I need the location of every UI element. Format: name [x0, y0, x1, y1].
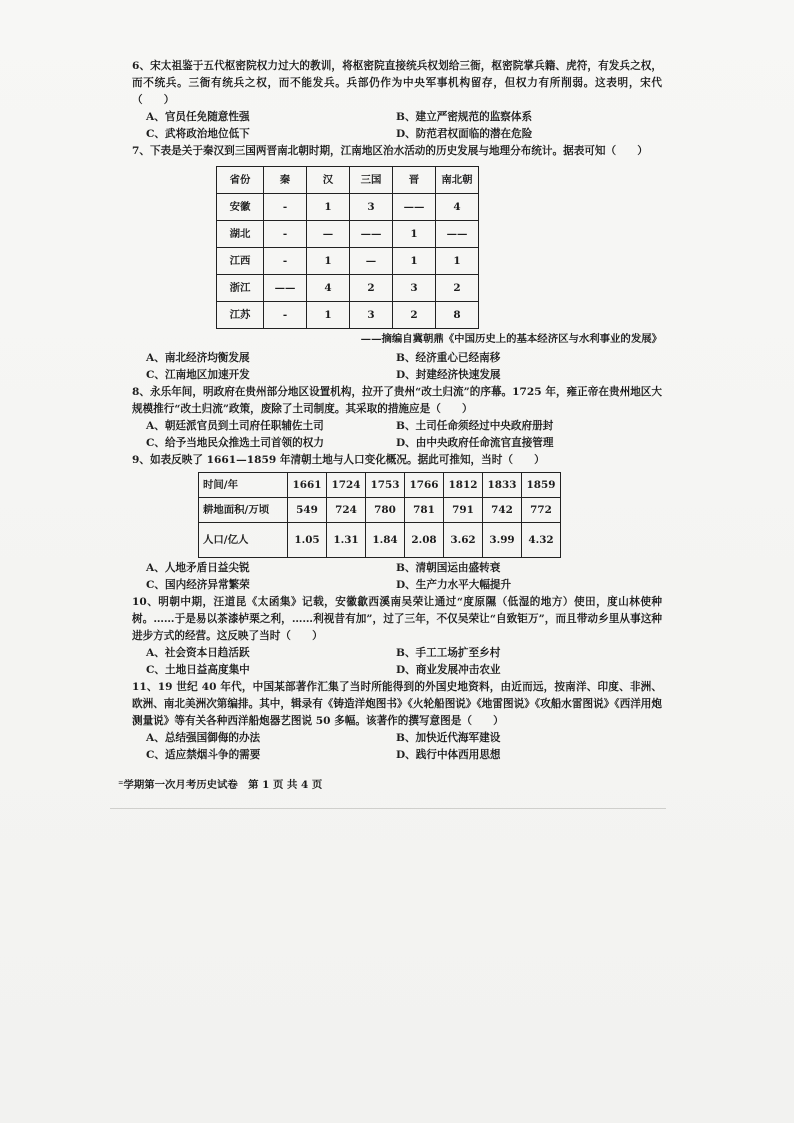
table-row	[217, 248, 479, 275]
table-header-row	[199, 473, 561, 498]
question-stem: 8、永乐年间，明政府在贵州部分地区设置机构，拉开了贵州“改土归流”的序幕。1725 年，雍正帝在贵州地区大规模推行“改土归流”政策，废除了土司制度。其采取的措施应是（ ）	[132, 386, 662, 415]
option-d: D、生产力水平大幅提升	[396, 579, 512, 591]
option-b: B、建立严密规范的监察体系	[396, 111, 533, 123]
option-c: C、土地日益高度集中	[146, 664, 250, 676]
option-d: D、商业发展冲击农业	[396, 664, 501, 676]
table-cell: ——	[393, 194, 436, 221]
option-c: C、武将政治地位低下	[146, 128, 250, 140]
table-header-cell: 南北朝	[436, 167, 479, 194]
option-d: D、由中央政府任命流官直接管理	[396, 437, 554, 449]
table-cell: 781	[405, 498, 444, 523]
question-10	[132, 594, 662, 679]
table-header-cell: 汉	[307, 167, 350, 194]
question-6	[132, 58, 662, 143]
table-cell: 4	[307, 275, 350, 302]
option-d: D、封建经济快速发展	[396, 369, 501, 381]
table-cell: 3	[393, 275, 436, 302]
table-cell: 3	[350, 302, 393, 329]
table-cell: 江西	[217, 248, 264, 275]
table-cell: ——	[436, 221, 479, 248]
question-stem: 9、如表反映了 1661—1859 年清朝土地与人口变化概况。据此可推知，当时（ ）	[132, 454, 545, 466]
table-row	[217, 302, 479, 329]
question-stem: 11、19 世纪 40 年代，中国某部著作汇集了当时所能得到的外国史地资料，由近而远，按南洋、印度、非洲、欧洲、南北美洲次第编排。其中，辑录有《铸造洋炮图书》《火轮船图说》《地雷图说》《攻船水雷图说》《西洋用炮测量说》等有关各种西洋船炮器艺图说 50 多幅。该著作的撰写意图是（ ）	[132, 681, 662, 727]
page-footer: ⁼学期第一次月考历史试卷 第 1 页 共 4 页	[118, 779, 323, 791]
table-cell: —	[350, 248, 393, 275]
table-header-cell: 晋	[393, 167, 436, 194]
irrigation-table	[216, 166, 479, 329]
table-cell: -	[264, 194, 307, 221]
table-cell: 772	[522, 498, 561, 523]
question-7	[132, 143, 662, 384]
option-c: C、江南地区加速开发	[146, 369, 250, 381]
table-header-cell: 秦	[264, 167, 307, 194]
option-a: A、社会资本日趋活跃	[146, 647, 250, 659]
table-cell: 1.84	[366, 523, 405, 558]
option-b: B、清朝国运由盛转衰	[396, 562, 501, 574]
table-source: ——摘编自冀朝鼎《中国历史上的基本经济区与水利事业的发展》	[360, 333, 662, 345]
option-b: B、加快近代海军建设	[396, 732, 501, 744]
table-header-cell: 1833	[483, 473, 522, 498]
table-cell: ——	[264, 275, 307, 302]
table-cell: 3.62	[444, 523, 483, 558]
table-cell: 791	[444, 498, 483, 523]
option-a: A、朝廷派官员到土司府任职辅佐土司	[146, 420, 324, 432]
table-cell: 2	[393, 302, 436, 329]
question-9	[132, 452, 662, 594]
table-header-cell: 1724	[327, 473, 366, 498]
option-c: C、适应禁烟斗争的需要	[146, 749, 261, 761]
table-cell: 724	[327, 498, 366, 523]
table-cell: 1	[307, 248, 350, 275]
table-cell: 1	[307, 194, 350, 221]
question-8	[132, 384, 662, 452]
option-a: A、官员任免随意性强	[146, 111, 250, 123]
options	[132, 109, 662, 143]
option-b: B、手工工场扩至乡村	[396, 647, 501, 659]
options	[132, 645, 662, 679]
table-header-cell: 1859	[522, 473, 561, 498]
table-row	[217, 275, 479, 302]
table-cell: 1.05	[288, 523, 327, 558]
land-population-table	[198, 472, 561, 558]
table-cell: 1	[393, 248, 436, 275]
table-cell: 1	[393, 221, 436, 248]
option-d: D、践行中体西用思想	[396, 749, 501, 761]
question-11	[132, 679, 662, 764]
table-cell: 8	[436, 302, 479, 329]
table-row	[199, 498, 561, 523]
option-a: A、南北经济均衡发展	[146, 352, 250, 364]
table-row	[217, 194, 479, 221]
table-cell: —	[307, 221, 350, 248]
table-cell: 1	[436, 248, 479, 275]
options	[132, 350, 662, 384]
question-stem: 10、明朝中期，汪道昆《太函集》记载，安徽歙西溪南吴荣让通过“度原隰（低湿的地方）使田，度山林使种树。……于是易以茶漆栌栗之利，……利视昔有加”，过了三年，不仅吴荣让“自致钜万”，而且带动乡里从事这种进步方式的经营。这反映了当时（ ）	[132, 596, 662, 642]
option-b: B、土司任命须经过中央政府册封	[396, 420, 554, 432]
table-cell: 742	[483, 498, 522, 523]
table-cell: 780	[366, 498, 405, 523]
table-header-cell: 三国	[350, 167, 393, 194]
table-cell: 江苏	[217, 302, 264, 329]
table-cell: 人口/亿人	[199, 523, 288, 558]
option-c: C、国内经济异常繁荣	[146, 579, 250, 591]
options	[132, 730, 662, 764]
option-a: A、总结强国御侮的办法	[146, 732, 261, 744]
table-header-cell: 1753	[366, 473, 405, 498]
table-row	[199, 523, 561, 558]
table-cell: 2	[350, 275, 393, 302]
table-cell: 湖北	[217, 221, 264, 248]
table-cell: 549	[288, 498, 327, 523]
table-cell: 1	[307, 302, 350, 329]
questions-area	[132, 58, 662, 764]
table-cell: -	[264, 221, 307, 248]
table-cell: 3.99	[483, 523, 522, 558]
table-cell: -	[264, 248, 307, 275]
table-header-cell: 1812	[444, 473, 483, 498]
table-cell: 4.32	[522, 523, 561, 558]
table-row	[217, 221, 479, 248]
table-cell: 安徽	[217, 194, 264, 221]
table-header-cell: 省份	[217, 167, 264, 194]
table-cell: 1.31	[327, 523, 366, 558]
table-header-cell: 1766	[405, 473, 444, 498]
option-c: C、给予当地民众推选土司首领的权力	[146, 437, 324, 449]
table-cell: 4	[436, 194, 479, 221]
table-cell: 2	[436, 275, 479, 302]
options	[132, 418, 662, 452]
table-cell: 耕地面积/万顷	[199, 498, 288, 523]
table-cell: 3	[350, 194, 393, 221]
table-cell: -	[264, 302, 307, 329]
options	[132, 560, 662, 594]
table-header-row	[217, 167, 479, 194]
table-cell: 2.08	[405, 523, 444, 558]
option-d: D、防范君权面临的潜在危险	[396, 128, 533, 140]
table-header-cell: 时间/年	[199, 473, 288, 498]
question-stem: 7、下表是关于秦汉到三国两晋南北朝时期，江南地区治水活动的历史发展与地理分布统计。据表可知（ ）	[132, 145, 648, 157]
divider	[110, 808, 666, 809]
question-stem: 6、宋太祖鉴于五代枢密院权力过大的教训，将枢密院直接统兵权划给三衙，枢密院掌兵籍、虎符，有发兵之权，而不统兵。三衙有统兵之权，而不能发兵。兵部仍作为中央军事机构留存，但权力有所削弱。这表明，宋代（ ）	[132, 60, 662, 106]
option-a: A、人地矛盾日益尖锐	[146, 562, 250, 574]
option-b: B、经济重心已经南移	[396, 352, 501, 364]
table-cell: ——	[350, 221, 393, 248]
table-header-cell: 1661	[288, 473, 327, 498]
table-cell: 浙江	[217, 275, 264, 302]
